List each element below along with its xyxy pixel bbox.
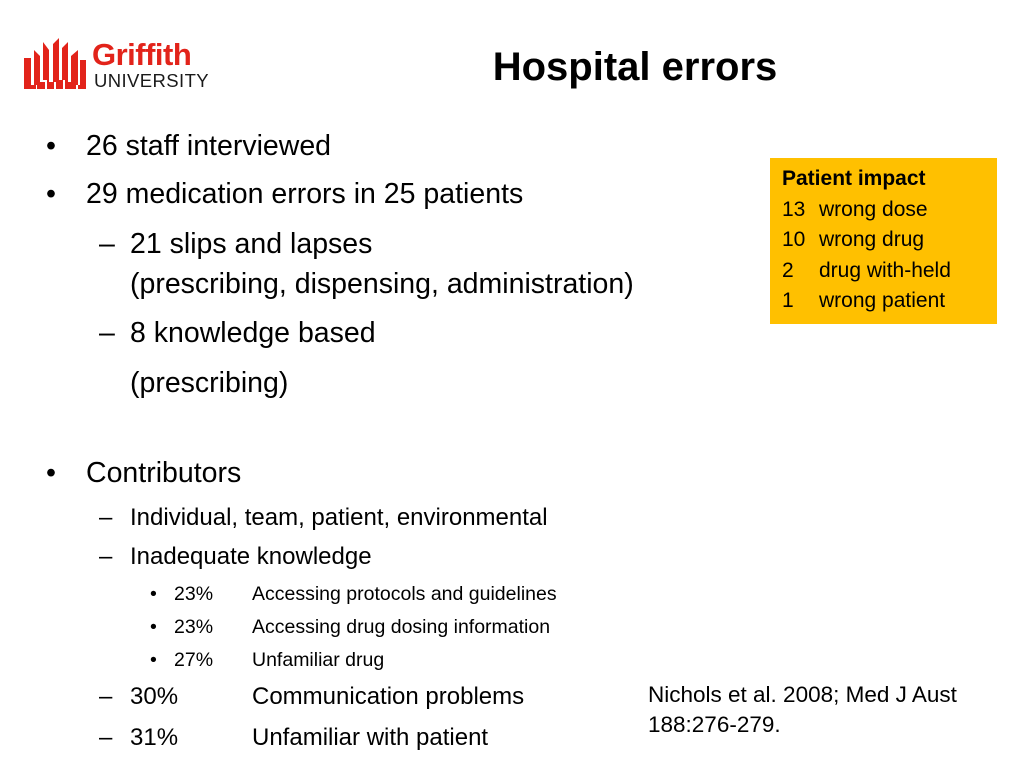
bullet-text: 29 medication errors in 25 patients [86, 178, 524, 210]
dash-marker: – [99, 228, 115, 260]
impact-row [782, 225, 997, 256]
citation: Nichols et al. 2008; Med J Aust 188:276-279. [648, 682, 957, 737]
bullet-marker: • [150, 616, 157, 638]
impact-row [782, 195, 997, 226]
logo-subtitle: UNIVERSITY [94, 70, 210, 91]
bullet-marker: • [150, 649, 157, 671]
item-text: Accessing drug dosing information [252, 616, 551, 638]
impact-row [782, 286, 997, 317]
dash-marker: – [99, 683, 113, 710]
impact-label: wrong patient [819, 289, 946, 312]
percentage: 30% [130, 683, 179, 710]
bullet-text: 26 staff interviewed [86, 130, 332, 162]
subbullet-text: Inadequate knowledge [130, 543, 372, 570]
subbullet-text: Communication problems [252, 683, 525, 710]
bullet-marker: • [46, 457, 56, 489]
impact-count: 2 [782, 258, 794, 282]
impact-count: 1 [782, 289, 794, 312]
logo-name: Griffith [92, 37, 192, 72]
dash-marker: – [99, 317, 115, 349]
griffith-flame-icon [22, 38, 88, 96]
bullet-marker: • [46, 178, 56, 210]
percentage: 27% [174, 649, 214, 671]
dash-marker: – [99, 724, 113, 751]
impact-count: 13 [782, 197, 806, 221]
subbullet-text: 8 knowledge based [130, 317, 376, 349]
percentage: 23% [174, 583, 214, 605]
bullet-marker: • [46, 130, 56, 162]
patient-impact-title: Patient impact [782, 167, 926, 190]
impact-label: drug with-held [819, 258, 951, 282]
subbullet-text: Individual, team, patient, environmental [130, 504, 548, 531]
impact-count: 10 [782, 228, 806, 251]
bullet-text: Contributors [86, 457, 242, 489]
impact-row [782, 256, 997, 287]
patient-impact-box [770, 158, 997, 324]
slide-title: Hospital errors [492, 45, 778, 89]
impact-label: wrong dose [819, 197, 928, 221]
subbullet-slips-detail: (prescribing, dispensing, administration) [130, 268, 634, 300]
impact-label: wrong drug [819, 228, 925, 251]
item-text: Unfamiliar drug [252, 649, 385, 671]
dash-marker: – [99, 543, 113, 570]
subbullet-text: 21 slips and lapses [130, 228, 373, 260]
percentage: 23% [174, 616, 214, 638]
percentage: 31% [130, 724, 179, 751]
griffith-logo [22, 38, 227, 96]
subbullet-knowledge-detail: (prescribing) [130, 367, 289, 399]
item-text: Accessing protocols and guidelines [252, 583, 557, 605]
bullet-marker: • [150, 583, 157, 605]
subbullet-text: Unfamiliar with patient [252, 724, 489, 751]
dash-marker: – [99, 504, 113, 531]
